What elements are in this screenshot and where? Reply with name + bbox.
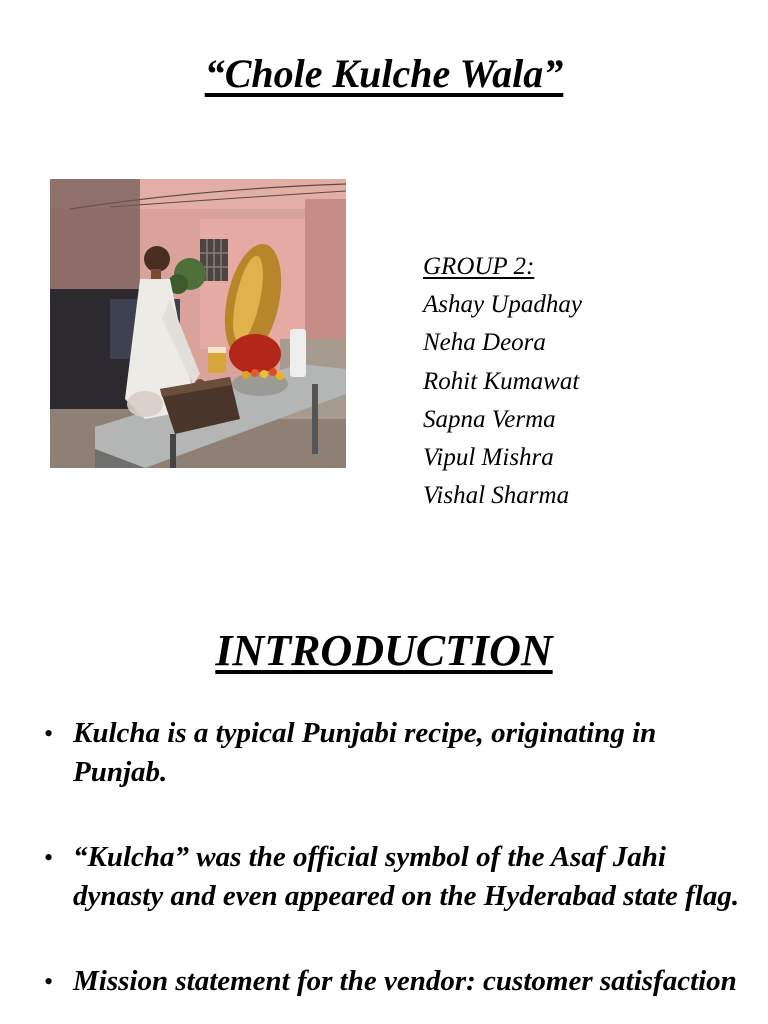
bullet-item bbox=[0, 962, 768, 1001]
group-member: Ashay Upadhay bbox=[423, 291, 582, 319]
bullet-list bbox=[0, 714, 768, 1024]
group-member: Rohit Kumawat bbox=[423, 367, 580, 395]
bullet-text: “Kulcha” was the official symbol of the Asaf Jahi dynasty and even appeared on the Hyderabad state flag. bbox=[73, 841, 740, 912]
group-member: Vipul Mishra bbox=[423, 444, 554, 472]
group-members-block bbox=[423, 248, 743, 515]
bullet-marker: • bbox=[44, 719, 54, 748]
bullet-item bbox=[0, 838, 768, 916]
bullet-text: Mission statement for the vendor: customer satisfaction bbox=[73, 965, 737, 997]
group-member: Vishal Sharma bbox=[423, 482, 570, 510]
bullet-marker: • bbox=[44, 967, 54, 996]
group-heading: GROUP 2: bbox=[423, 253, 535, 280]
page-title: “Chole Kulche Wala” bbox=[204, 51, 564, 96]
group-member: Neha Deora bbox=[423, 329, 546, 357]
bullet-text: Kulcha is a typical Punjabi recipe, originating in Punjab. bbox=[73, 717, 657, 788]
vendor-photo bbox=[50, 179, 346, 468]
bullet-marker: • bbox=[44, 843, 54, 872]
group-member: Sapna Verma bbox=[423, 405, 556, 433]
bullet-item bbox=[0, 714, 768, 792]
section-heading: INTRODUCTION bbox=[215, 626, 553, 675]
